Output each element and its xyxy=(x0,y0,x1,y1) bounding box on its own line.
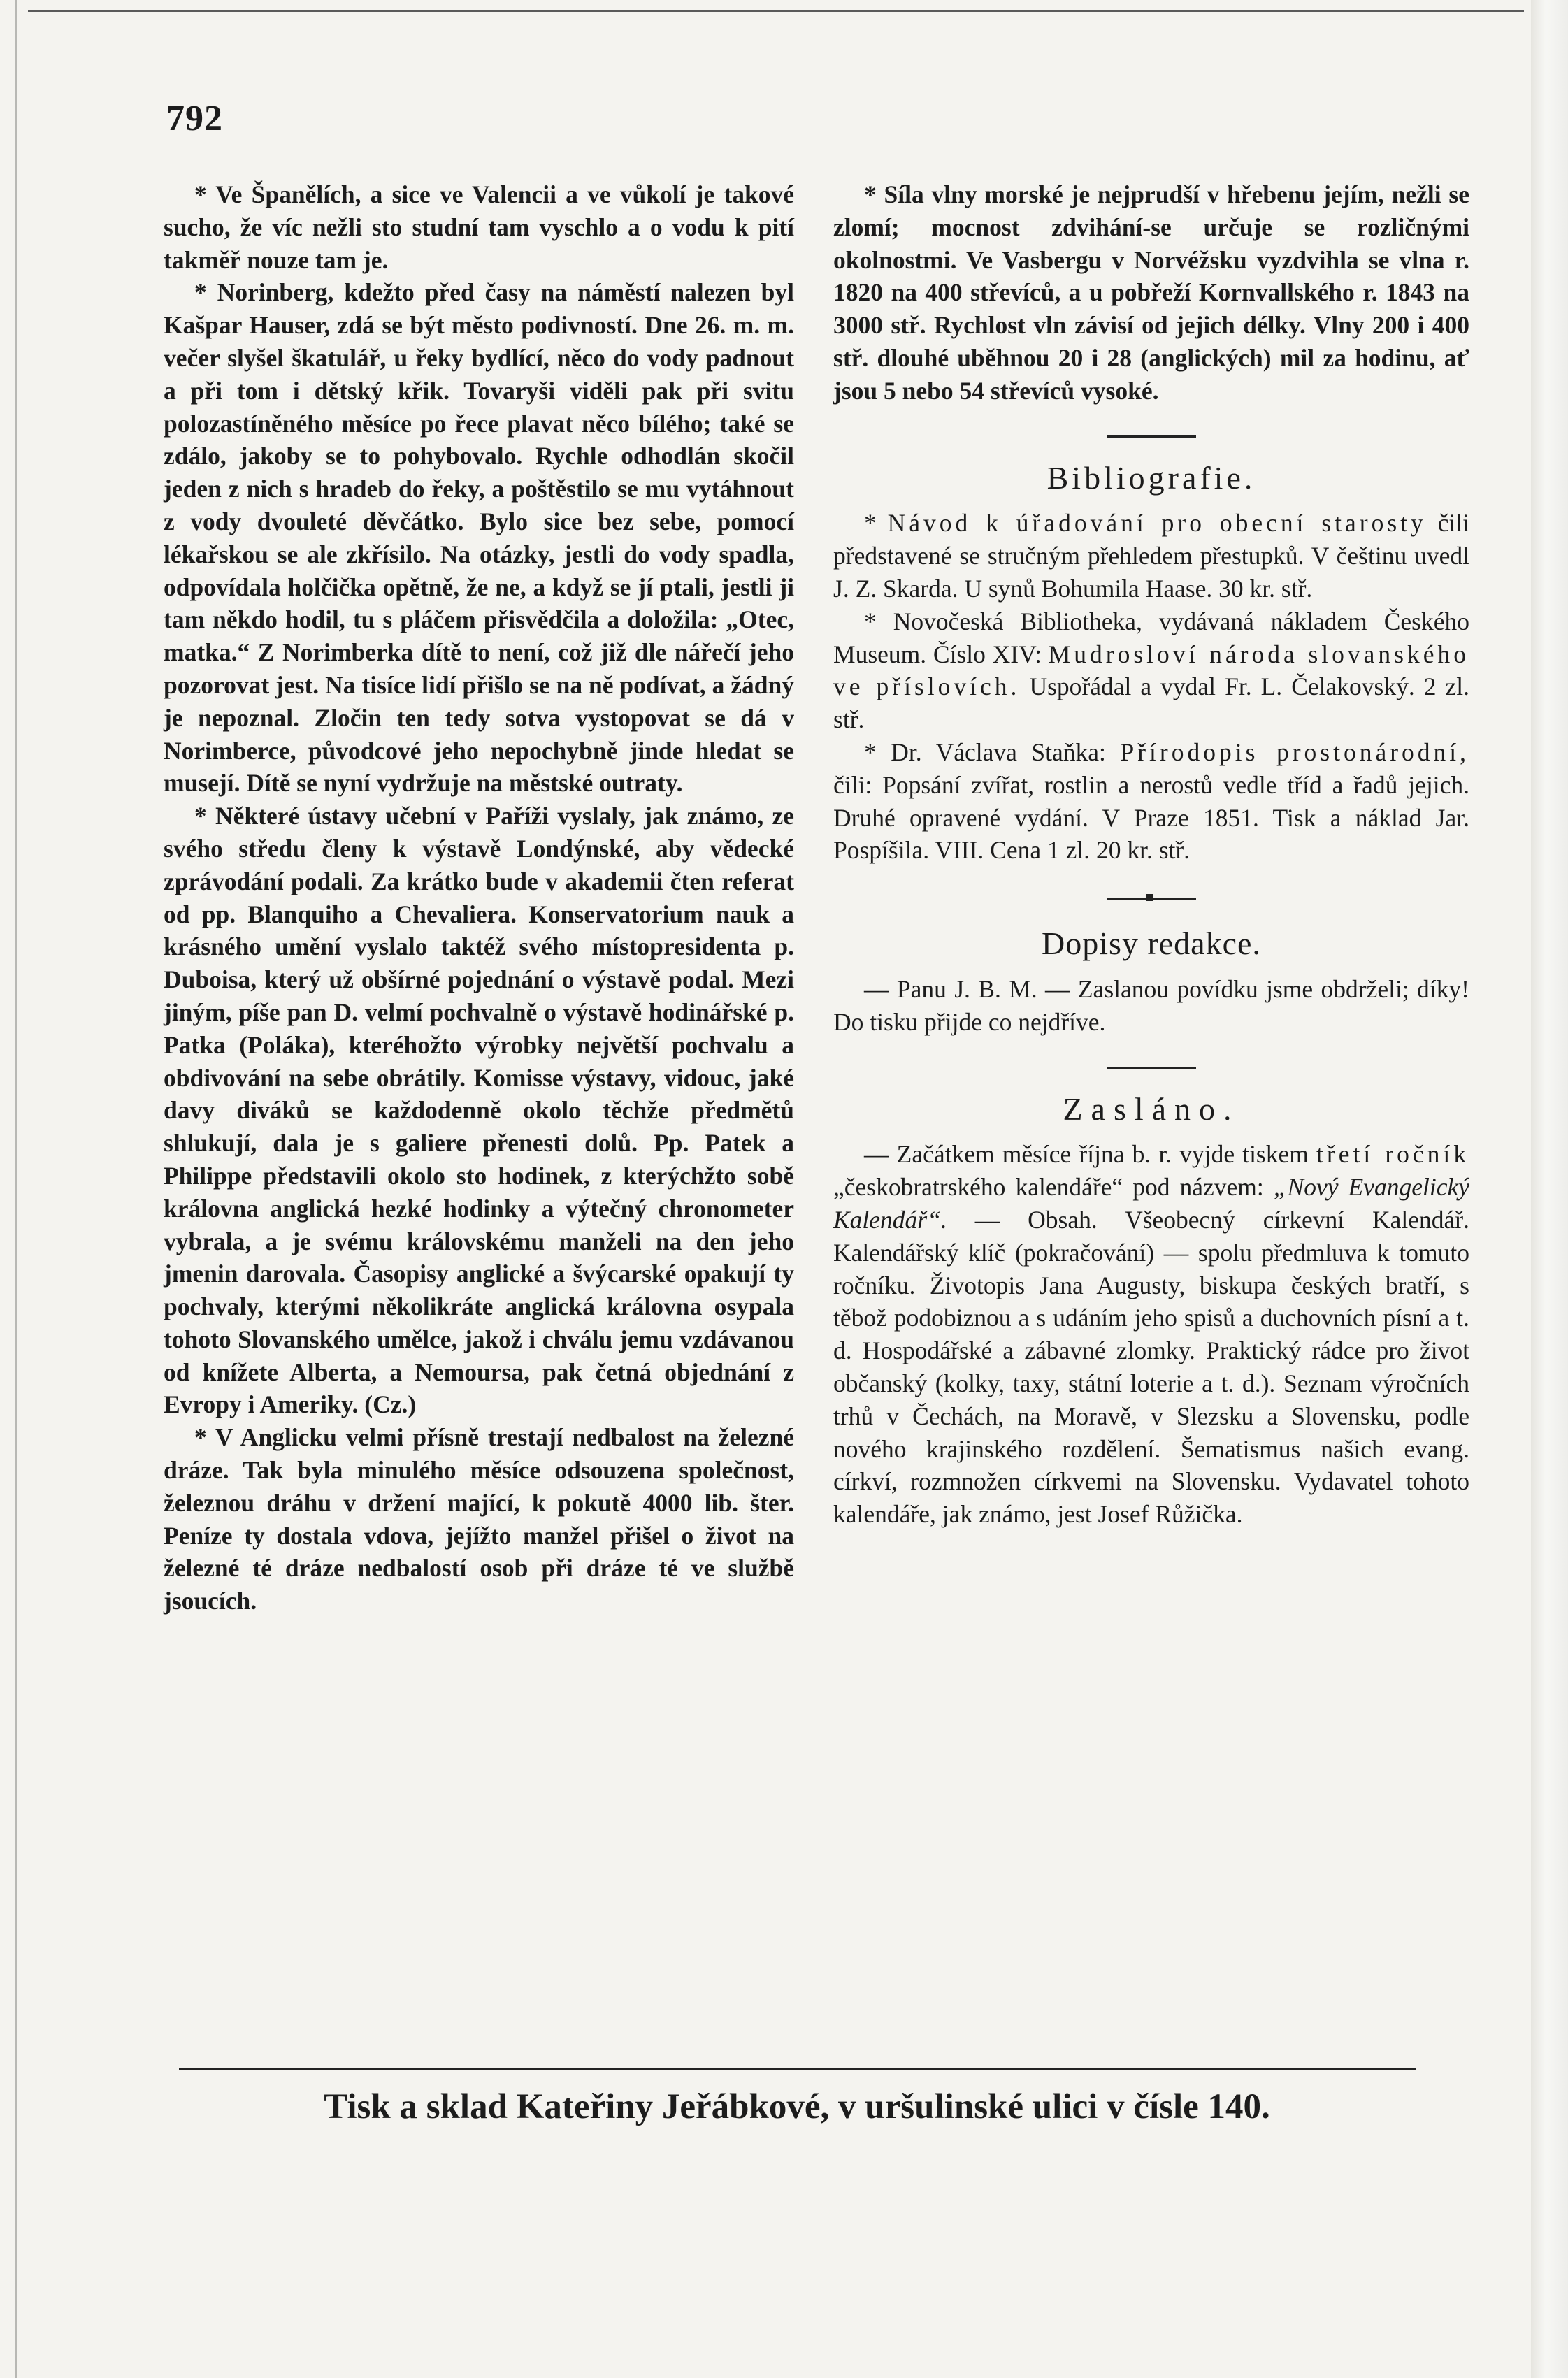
section-divider xyxy=(1107,898,1196,900)
dopisy-heading: Dopisy redakce. xyxy=(1042,925,1261,962)
news-item-england: * V Anglicku velmi přísně trestají nedbalost na železné dráze. Tak byla minulého měsíce odsouzena společnost, železnou dráhu v držení mající, k pokutě 4000 lib. šter. Peníze ty dostala vdova, jejížto manžel přišel o život na železné té dráze nedbalostí osob při dráze té ve službě jsoucích. xyxy=(164,1423,794,1615)
entry-title: Návod k úřadování pro obecní starosty xyxy=(887,509,1427,538)
entry-marker: * xyxy=(864,509,877,538)
scan-edge xyxy=(1531,0,1568,2378)
bibliografie-heading: Bibliografie. xyxy=(1046,459,1256,496)
bibliography-entry xyxy=(833,507,1469,605)
entry-title: Přírodopis prostonárodní, xyxy=(1120,737,1470,766)
page-number: 792 xyxy=(166,99,223,138)
zaslano-lead: — Začátkem měsíce října b. r. vyjde tiskem xyxy=(864,1140,1309,1169)
zaslano-heading: Zasláno. xyxy=(1063,1090,1240,1127)
section-divider xyxy=(1107,1067,1196,1069)
section-divider xyxy=(1107,435,1196,438)
news-item-spain: * Ve Španělích, a sice ve Valencii a ve vůkolí je takové sucho, že víc nežli sto studní tam vyschlo a o vodu k pití takměř nouze tam je. xyxy=(164,180,794,274)
news-item-norinberg: * Norinberg, kdežto před časy na náměstí nalezen byl Kašpar Hauser, zdá se být město podivností. Dne 26. m. m. večer slyšel škatulář, u řeky bydlící, něco do vody padnout a při tom i dětský křik. Tovaryši viděli pak při svitu polozastíněného měsíce po řece plavat něco bílého; také se zdálo, jakoby se to pohybovalo. Rychle odhodlán skočil jeden z nich s hradeb do řeky, a poštěstilo se mu vytáhnout z vody dvouleté děvčátko. Bylo sice bez sebe, pomocí lékařskou se ale zkřísilo. Na otázky, jestli do vody spadla, odpovídala holčička opětně, že ne, a když se jí ptali, jestli ji tam někdo hodil, tu s pláčem přisvědčila a doložila: „Otec, matka.“ Z Norimberka dítě to není, což již dle nářečí jeho pozorovat jest. Na tisíce lidí přišlo se na ně podívat, a žádný je nepoznal. Zločin ten tedy sotva vystopovat se dá v Norimberce, původcové jeho nepochybně jinde hledat se musejí. Dítě se nyní vydržuje na městské outraty. xyxy=(164,278,794,798)
zaslano-after-spaced: „českobratrského kalendáře“ pod názvem: xyxy=(833,1173,1264,1202)
entry-details: Uspořádal a vydal Fr. L. Čelakovský. 2 zl. stř. xyxy=(833,672,1470,734)
footer-rule xyxy=(179,2068,1416,2070)
right-column xyxy=(833,178,1469,1531)
entry-title: Mudrosloví národa slovanského ve příslovích. xyxy=(833,640,1469,701)
entry-details: čili představené se stručným přehledem přestupků. V češtinu uvedl J. Z. Skarda. U synů Bohumila Haase. 30 kr. stř. xyxy=(833,509,1470,603)
zaslano-spaced-phrase: třetí ročník xyxy=(1316,1140,1470,1169)
bibliography-entry xyxy=(833,605,1469,736)
zaslano-text xyxy=(833,1138,1469,1531)
page-border-top xyxy=(28,10,1524,12)
left-column xyxy=(164,178,794,1617)
entry-lead: * Dr. Václava Staňka: xyxy=(864,737,1106,766)
calendar-title: „Nový Evangelický Kalendář“. xyxy=(833,1173,1469,1234)
dopisy-text: — Panu J. B. M. — Zaslanou povídku jsme obdrželi; díky! Do tisku přijde co nejdříve. xyxy=(833,974,1469,1036)
page-border-left xyxy=(15,0,17,2378)
entry-lead: * Novočeská Bibliotheka, vydávaná nákladem Českého Museum. Číslo XIV: xyxy=(833,607,1469,668)
news-item-paris: * Některé ústavy učební v Paříži vyslaly, jak známo, ze svého středu členy k výstavě Londýnské, aby vědecké zprávodání podali. Za krátko bude v akademii čten referat od pp. Blanquiho a Chevaliera. Konservatorium nauk a krásného umění vyslalo taktéž svého místopresidenta p. Duboisa, který už obšírné pojednání o výstavě podal. Mezi jiným, píše pan D. velmí pochvalně o výstavě hodinářské p. Patka (Poláka), kteréhožto výrobky největší pochvalu a obdivování na sebe obrátily. Komisse výstavy, vidouc, jaké davy diváků se každodenně okolo těchže předmětů shlukují, dala je s galiere přenesti dolů. Pp. Patek a Philippe představili okolo sto hodinek, z kterýchžto sobě královna anglická hezké hodinky a výtečný chronometer vybrala, a je svému královskému manželi na den jeho jmenin darovala. Časopisy anglické a švýcarské opakují ty pochvaly, kterými několikráte anglická královna osypala tohoto Slovanského umělce, jakož i chválu jemu vzdávanou od knížete Alberta, a Nemoursa, pak četná objednání z Evropy i Ameriky. (Cz.) xyxy=(164,802,794,1419)
zaslano-contents: — Obsah. Všeobecný církevní Kalendář. Kalendářský klíč (pokračování) — spolu předmluva k tomuto ročníku. Životopis Jana Augusty, biskupa českých bratří, s těbož podobiznou a s udáním jeho spisů a duchovních písní a t. d. Hospodářské a zábavné zlomky. Praktický rádce pro život občanský (kolky, taxy, státní loterie a t. d.). Seznam výročních trhů v Čechách, na Moravě, v Slezsku a Slovensku, podle nového krajinského rozdělení. Šematismus našich evang. církví, rozmnožen církvemi na Slovensku. Vydavatel tohoto kalendáře, jak známo, jest Josef Růžička. xyxy=(833,1205,1469,1529)
entry-details: čili: Popsání zvířat, rostlin a nerostů vedle tříd a řadů jejich. Druhé opravené vydání. V Praze 1851. Tisk a náklad Jar. Pospíšila. VIII. Cena 1 zl. 20 kr. stř. xyxy=(833,770,1469,865)
printer-imprint: Tisk a sklad Kateřiny Jeřábkové, v uršulinské ulici v čísle 140. xyxy=(324,2087,1270,2126)
news-item-waves: * Síla vlny morské je nejprudší v hřebenu jejím, nežli se zlomí; mocnost zdvihání-se určuje se rozličnými okolnostmi. Ve Vasbergu v Norvéžsku vyzdvihla se vlna r. 1820 na 400 střevíců, a u pobřeží Kornvallského r. 1843 na 3000 stř. Rychlost vln závisí od jejich délky. Vlny 200 i 400 stř. dlouhé uběhnou 20 i 28 (anglických) mil za hodinu, ať jsou 5 nebo 54 střevíců vysoké. xyxy=(833,180,1469,405)
bibliography-entry xyxy=(833,736,1469,867)
